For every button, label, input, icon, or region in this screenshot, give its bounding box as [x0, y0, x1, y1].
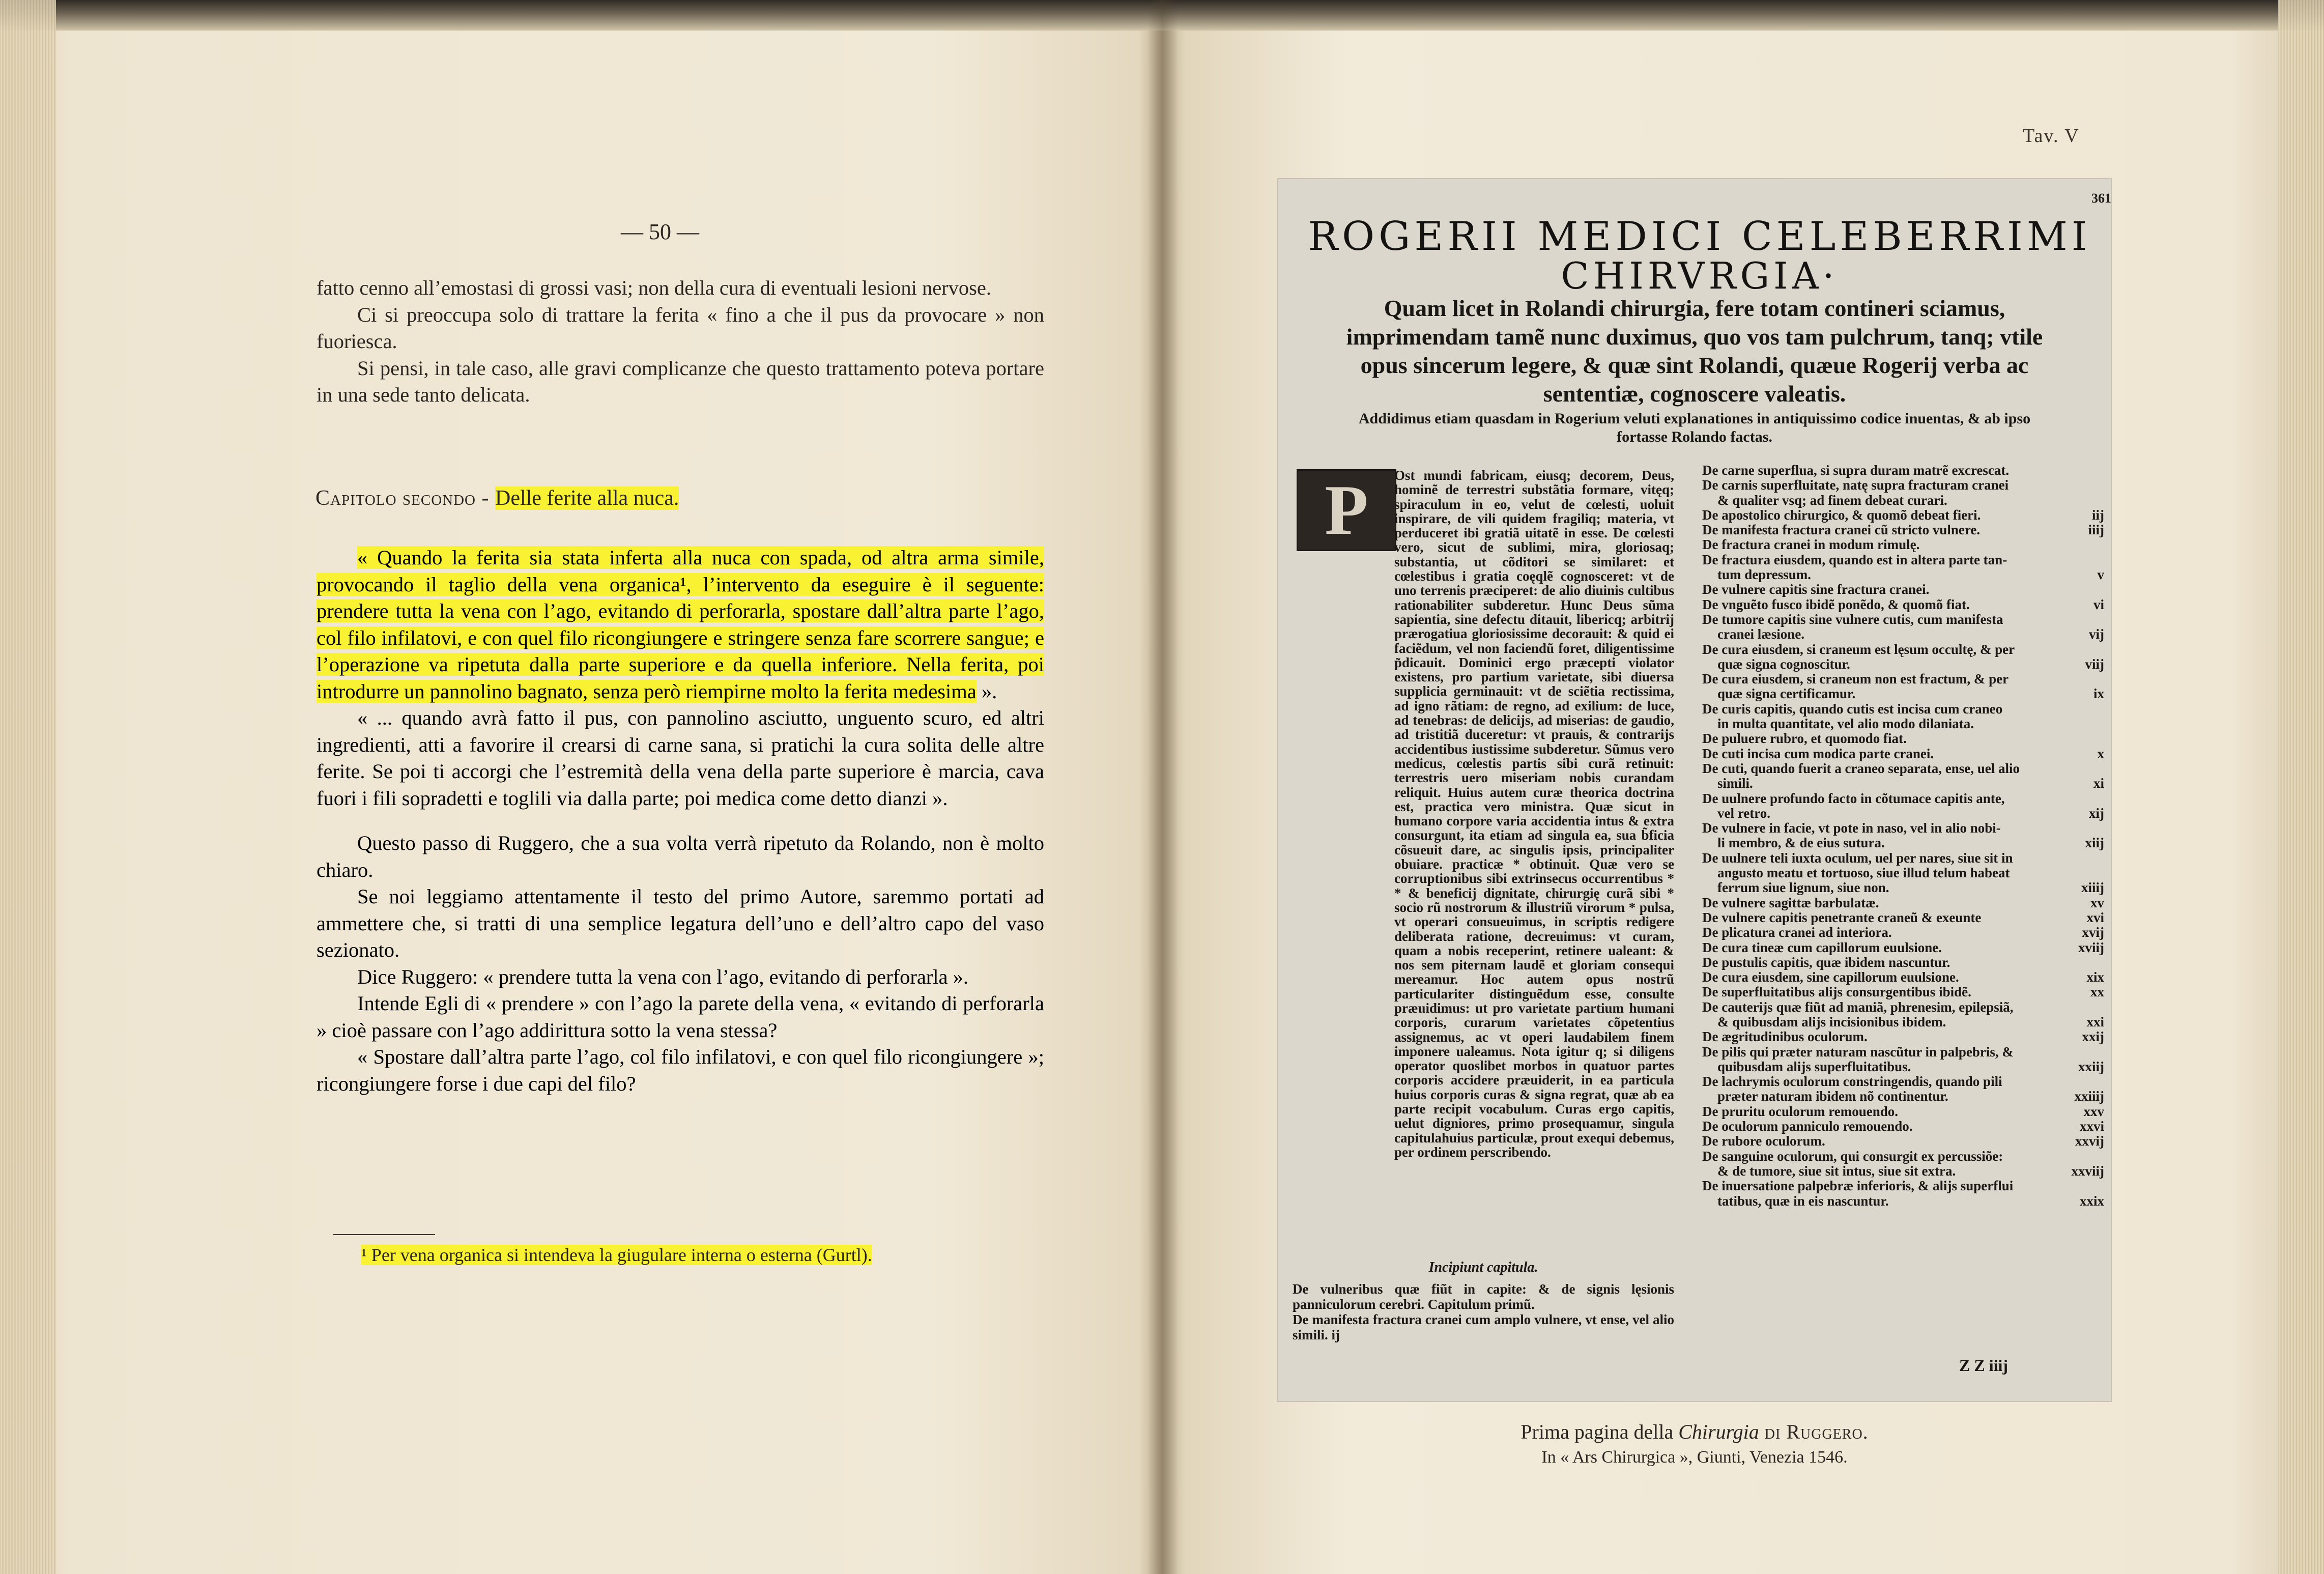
- toc-entry: [1702, 985, 2104, 999]
- toc-entry-number: iiij: [2088, 522, 2104, 538]
- toc-entry: [1702, 1089, 2104, 1104]
- plate-label: Tav. V: [2023, 125, 2080, 147]
- toc-entry-title: De manifesta fractura cranei cũ stricto vulnere.: [1702, 523, 1981, 538]
- body-paragraph: Questo passo di Ruggero, che a sua volta verrà ripetuto da Rolando, non è molto chiaro.: [317, 832, 1044, 881]
- toc-entry: [1702, 761, 2104, 776]
- toc-entry-number: [2099, 537, 2104, 552]
- toc-entry: [1702, 597, 2104, 612]
- footnote: [361, 1244, 872, 1266]
- toc-entry-number: xxviij: [2071, 1163, 2104, 1179]
- toc-entry-title: quæ signa certificamur.: [1717, 686, 1856, 702]
- toc-entry-title: & quibusdam alijs incisionibus ibidem.: [1717, 1014, 1946, 1029]
- plate-title-line2: CHIRVRGIA·: [1561, 254, 1839, 297]
- left-page-intro: [317, 275, 1044, 409]
- incipiunt-item: De vulneribus quæ fiũt in capite: & de signis lęsionis panniculorum cerebri. Capitulum primũ.: [1293, 1281, 1674, 1312]
- chapter-title: Delle ferite alla nuca.: [495, 486, 679, 510]
- toc-entry: [1702, 896, 2104, 910]
- toc-entry-title: De uulnere teli iuxta oculum, uel per nares, siue sit in: [1702, 850, 2013, 866]
- toc-entry-number: vi: [2093, 596, 2104, 612]
- toc-entry: [1702, 821, 2104, 836]
- toc-entry: [1702, 1119, 2104, 1134]
- toc-entry-title: De tumore capitis sine vulnere cutis, cum manifesta: [1702, 612, 2003, 627]
- toc-entry-title: De cuti, quando fuerit a craneo separata, ense, uel alio: [1702, 761, 2020, 776]
- toc-entry-number: [2099, 582, 2104, 597]
- toc-entry-title: De uulnere profundo facto in cõtumace capitis ante,: [1702, 791, 2005, 806]
- plate-caption-source: In « Ars Chirurgica », Giunti, Venezia 1546.: [1541, 1448, 1848, 1467]
- toc-entry-title: De curis capitis, quando cutis est incisa cum craneo: [1702, 701, 2003, 717]
- quote-end: ».: [976, 679, 997, 703]
- toc-entry-number: x: [2097, 746, 2104, 761]
- toc-entry-number: [2099, 1179, 2104, 1193]
- toc-entry-title: De plicatura cranei ad interiora.: [1702, 925, 1892, 940]
- toc-entry: [1702, 791, 2104, 806]
- quote-continued: « ... quando avrà fatto il pus, con pannolino asciutto, unguento scuro, ed altri ingredienti, atti a favorire il crearsi di carne sana, si pratichi la cura solita delle altre ferite. Se poi ti accorgi che l’estremità della vena della parte superiore è marcia, cava fuori i fili sopradetti e toglili via dalla parte; poi medica come detto dianzi ».: [317, 706, 1044, 810]
- plate-left-column: [1293, 468, 1674, 1159]
- highlighted-quote: [317, 545, 1044, 705]
- toc-entry-number: [2099, 493, 2104, 508]
- toc-entry-number: [2099, 1045, 2104, 1060]
- plate-title-line1: ROGERII MEDICI CELEBERRIMI: [1308, 214, 2091, 260]
- toc-entry-number: xxix: [2079, 1193, 2104, 1209]
- toc-entry-number: xvij: [2082, 925, 2104, 940]
- toc-entry-title: De apostolico chirurgico, & quomõ debeat fieri.: [1702, 507, 1981, 523]
- toc-entry-title: De cura eiusdem, si craneum est lęsum occultę, & per: [1702, 642, 2015, 657]
- toc-entry-number: xxvij: [2075, 1133, 2104, 1149]
- toc-entry: [1702, 1045, 2104, 1060]
- toc-entry-number: xiij: [2085, 835, 2104, 851]
- toc-entry-number: xv: [2090, 895, 2104, 910]
- chapter-heading: [315, 486, 679, 510]
- toc-entry: [1702, 582, 2104, 597]
- toc-entry-number: xiiij: [2081, 880, 2104, 896]
- toc-entry: [1702, 1015, 2104, 1029]
- toc-entry: [1702, 1104, 2104, 1119]
- toc-entry-title: De inuersatione palpebræ inferioris, & alijs superflui: [1702, 1179, 2014, 1194]
- toc-entry-number: [2099, 851, 2104, 866]
- plate-toc-column: [1702, 463, 2104, 1209]
- toc-entry-number: xix: [2086, 969, 2104, 985]
- plate-page-number: 361: [2091, 191, 2111, 206]
- toc-entry-title: ferrum siue lignum, siue non.: [1717, 880, 1889, 896]
- toc-entry-number: xij: [2089, 805, 2104, 821]
- toc-entry: [1702, 1164, 2104, 1179]
- toc-entry: [1702, 1179, 2104, 1193]
- toc-entry-number: xx: [2090, 984, 2104, 1000]
- toc-entry-number: [2099, 821, 2104, 836]
- toc-entry-number: [2099, 955, 2104, 970]
- toc-entry: [1702, 657, 2104, 672]
- toc-entry-title: vel retro.: [1717, 806, 1770, 821]
- toc-entry-number: xi: [2093, 776, 2104, 791]
- page-number: — 50 —: [621, 219, 699, 244]
- toc-entry-number: v: [2097, 567, 2104, 583]
- intro-paragraph: Ci si preoccupa solo di trattare la ferita « fino a che il pus da provocare » non fuoriesca.: [317, 303, 1044, 353]
- toc-entry-title: quæ signa cognoscitur.: [1717, 656, 1850, 672]
- toc-entry-title: De ægritudinibus oculorum.: [1702, 1029, 1868, 1045]
- footnote-text: ¹ Per vena organica si intendeva la giugulare interna o esterna (Gurtl).: [361, 1245, 872, 1265]
- toc-entry-number: [2099, 1149, 2104, 1164]
- toc-entry: [1702, 1149, 2104, 1164]
- footnote-rule: [333, 1234, 435, 1235]
- right-page-edges: [2278, 0, 2324, 1574]
- toc-entry-title: in multa quantitate, vel alio modo dilaniata.: [1717, 717, 1974, 732]
- toc-entry-title: De pilis qui præter naturam nascũtur in palpebris, &: [1702, 1044, 2014, 1060]
- toc-entry: [1702, 463, 2104, 478]
- toc-entry-title: De pustulis capitis, quæ ibidem nascuntur.: [1702, 955, 1950, 970]
- toc-entry-number: ix: [2093, 686, 2104, 702]
- toc-entry-title: De vulnere capitis sine fractura cranei.: [1702, 582, 1930, 597]
- chapter-label: Capitolo secondo -: [315, 486, 495, 510]
- toc-entry-number: [2099, 791, 2104, 806]
- toc-entry-number: [2099, 761, 2104, 776]
- signature-mark: Z Z iiij: [1959, 1356, 2009, 1375]
- toc-entry-title: tum depressum.: [1717, 567, 1812, 583]
- toc-entry: [1702, 478, 2104, 493]
- toc-entry: [1702, 747, 2104, 761]
- toc-entry-title: angusto meatu et tortuoso, siue illud telum habeat: [1717, 866, 2010, 881]
- plate-subtitle-2: Addidimus etiam quasdam in Rogerium veluti explanationes in antiquissimo codice inuentas, & ab ipso fortasse Rolando factas.: [1358, 410, 2031, 445]
- incipiunt-heading: Incipiunt capitula.: [1428, 1260, 1538, 1275]
- toc-entry-title: De vulnere in facie, vt pote in naso, vel in alio nobi-: [1702, 821, 2001, 836]
- toc-entry-number: vij: [2089, 626, 2104, 642]
- toc-entry: [1702, 553, 2104, 567]
- toc-entry: [1702, 523, 2104, 537]
- toc-entry: [1702, 1029, 2104, 1044]
- toc-entry: [1702, 537, 2104, 552]
- toc-entry-title: De carnis superfluitate, natę supra fracturam cranei: [1702, 478, 2009, 493]
- incipiunt-list: [1293, 1281, 1674, 1342]
- toc-entry: [1702, 806, 2104, 821]
- toc-entry-title: De cura eiusdem, sine capillorum euulsione.: [1702, 970, 1959, 985]
- plate-left-column-text: Ost mundi fabricam, eiusq; decorem, Deus, hominẽ de terrestri substãtia formare, vitęq; spiraculum in eo, velut de cœlesti, uoluit inspirare, de vili quidem fragiliq; materia, vt perduceret ibi gratiã uitatẽ in esse. De cœlesti vero, sicut de sublimi, mira, gloriosaq; substantia, ut cõditori se similaret: et cœlestibus i gratia coęqlẽ cognosceret: vt de uno terrenis præciperet: de alio diuinis cultibus rationabiliter subderetur. Hunc Deus sũma sapientia, sine defectu ditauit, libericq; arbitrij prærogatiua gloriosissime decorauit: & quid ei faciẽdum, vel non faciendũ foret, diligentissime p̃dicauit. Dominici ergo præcepti violator existens, pro partium varietate, sibi diuersa supplicia germinauit: vt de sciẽtia rectissima, ad igno rãtiam: de regno, ad exilium: de luce, ad tenebras: de delicijs, ad miserias: de gaudio, ad tristitiã duceretur: vt prauis, & contrarijs accidentibus iustissime subderetur. Sũmus vero medicus, cœlestis partis sibi curã retinuit: terrestris uero miseriam nobis curandam reliquit. Huius autem curæ theorica doctrina est, practica vero ministra. Quæ sicut in humano corpore varia accidentia intus & extra consurgunt, ita etiam ad singula ea, sua b̃ficia cõsueuit dare, ac singulis ipsis, principaliter obuiare. practicæ * obtinuit. Quæ vero se corruptionibus sibi extrinsecus occurrentibus * * & beneficij dignitate, chirurgię curã sibi * socio rũ nostrorum & illustriũ virorum * pulsa, vt operari consueuimus, in scriptis redigere deliberata ratione, decreuimus: vt curam, quam a nobis receperint, retinere ualeant: & nos sem piternam laudẽ et gloriam consequi mereamur. Hoc autem opus nostrũ particulariter distinguẽdum esse, consulte præuidimus: ut pro varietate partium humani corporis, curarum varietates cõpetentius assignemus, ac vt operi laudabilem finem imponere ualeamus. Nota igitur q; si diligens operator quoslibet morbos in quatuor partes corporis accidere præuiderit, in ea particula huius corporis curas & signa regrat, quæ ab ea parte recipit vocabulum. Curas ergo capitis, uelut digniores, primo prosequamur, singula capitulahuius particulæ, prout exequi debemus, per ordinem perscribendo.: [1394, 468, 1674, 1160]
- toc-entry-title: De puluere rubro, et quomodo fiat.: [1702, 731, 1907, 747]
- toc-entry: [1702, 1194, 2104, 1209]
- toc-entry-title: & qualiter vsq; ad finem debeat curari.: [1717, 493, 1947, 508]
- toc-entry-number: [2099, 612, 2104, 627]
- caption-pre: Prima pagina della: [1520, 1420, 1679, 1443]
- toc-entry-number: [2099, 717, 2104, 731]
- toc-entry-title: De pruritu oculorum remouendo.: [1702, 1104, 1898, 1119]
- toc-entry: [1702, 1134, 2104, 1149]
- toc-entry-number: xxi: [2086, 1014, 2104, 1029]
- toc-entry: [1702, 702, 2104, 717]
- toc-entry-title: tatibus, quæ in eis nascuntur.: [1717, 1193, 1889, 1209]
- toc-entry-title: De vulnere sagittæ barbulatæ.: [1702, 895, 1879, 910]
- toc-entry-title: & de tumore, siue sit intus, siue sit extra.: [1717, 1163, 1956, 1179]
- body-paragraph: Se noi leggiamo attentamente il testo del primo Autore, saremmo portati ad ammettere che, si tratti di una semplice legatura dell’uno e dell’altro capo del vaso sezionato.: [317, 885, 1044, 961]
- toc-entry-title: li membro, & de eius sutura.: [1717, 836, 1885, 851]
- toc-entry: [1702, 880, 2104, 895]
- toc-entry-title: De fractura eiusdem, quando est in altera parte tan-: [1702, 552, 2007, 567]
- toc-entry: [1702, 1060, 2104, 1074]
- toc-entry: [1702, 508, 2104, 523]
- toc-entry-number: [2099, 478, 2104, 493]
- toc-entry-title: quibusdam alijs superfluitatibus.: [1717, 1059, 1911, 1074]
- incipiunt-item: De manifesta fractura cranei cum amplo vulnere, vt ense, vel alio simili. ij: [1293, 1312, 1674, 1342]
- toc-entry: [1702, 642, 2104, 657]
- toc-entry-title: De lachrymis oculorum constringendis, quando pili: [1702, 1074, 2002, 1090]
- caption-italic: Chirurgia: [1678, 1420, 1759, 1443]
- toc-entry: [1702, 717, 2104, 731]
- toc-entry-title: De vulnere capitis penetrante craneũ & exeunte: [1702, 910, 1982, 925]
- plate-subtitle: Quam licet in Rolandi chirurgia, fere totam contineri sciamus, imprimendam tamẽ nunc duximus, quo vos tam pulchrum, tanq; vtile opus sincerum legere, & quæ sint Rolandi, quæue Rogerij verba ac sententiæ, cognoscere valeatis.: [1346, 295, 2043, 407]
- toc-entry-number: xxv: [2083, 1103, 2104, 1119]
- body-paragraph: « Spostare dall’altra parte l’ago, col filo infilatovi, e con quel filo ricongiungere »; ricongiungere forse i due capi del filo?: [317, 1045, 1044, 1095]
- book-gutter: [1147, 0, 1178, 1574]
- toc-entry-title: De cauterijs quæ fiũt ad maniã, phrenesim, epilepsiã,: [1702, 999, 2014, 1015]
- toc-entry-title: De carne superflua, si supra duram matrẽ excrescat.: [1702, 463, 2010, 478]
- toc-entry-number: [2099, 1000, 2104, 1015]
- toc-entry-title: De cura eiusdem, si craneum non est fractum, & per: [1702, 672, 2009, 687]
- toc-entry: [1702, 866, 2104, 880]
- toc-entry-number: xxiiij: [2074, 1089, 2104, 1104]
- toc-entry: [1702, 1000, 2104, 1015]
- body-paragraph: Dice Ruggero: « prendere tutta la vena con l’ago, evitando di perforarla ».: [357, 965, 969, 988]
- toc-entry-title: De cura tineæ cum capillorum euulsione.: [1702, 940, 1942, 955]
- quote-block: [317, 545, 1044, 1097]
- toc-entry: [1702, 627, 2104, 642]
- left-page-edges: [0, 0, 56, 1574]
- plate-caption: [1277, 1420, 2112, 1444]
- highlighted-quote-text: « Quando la ferita sia stata inferta alla nuca con spada, od altra arma simile, provocando il taglio della vena organica¹, l’intervento da eseguire è il seguente: prendere tutta la vena con l’ago, evitando di perforarla, spostare dall’altra parte l’ago, col filo infilatovi, e con quel filo ricongiungere e stringere senza fare scorrere sangue; e l’operazione va ripetuta dalla parte superiore e da quella inferiore. Nella ferita, poi introdurre un pannolino bagnato, senza però riempirne molto la ferita medesima: [317, 546, 1044, 703]
- toc-entry: [1702, 686, 2104, 701]
- toc-entry-number: iij: [2092, 507, 2104, 523]
- toc-entry: [1702, 955, 2104, 970]
- toc-entry-title: præter naturam ibidem nõ continentur.: [1717, 1089, 1948, 1104]
- toc-entry-number: xviij: [2078, 939, 2104, 955]
- toc-entry-title: De oculorum panniculo remouendo.: [1702, 1119, 1913, 1134]
- toc-entry-title: De cuti incisa cum modica parte cranei.: [1702, 746, 1934, 761]
- intro-paragraph: fatto cenno all’emostasi di grossi vasi; non della cura di eventuali lesioni nervose.: [317, 276, 992, 299]
- toc-entry: [1702, 851, 2104, 866]
- toc-entry: [1702, 910, 2104, 925]
- toc-entry-title: De vnguẽto fusco ibidẽ ponẽdo, & quomõ fiat.: [1702, 597, 1970, 612]
- dropcap-letter: P: [1325, 471, 1368, 550]
- toc-entry-number: [2099, 1074, 2104, 1089]
- toc-entry-number: [2099, 642, 2104, 657]
- toc-entry-number: [2099, 672, 2104, 686]
- toc-entry: [1702, 493, 2104, 508]
- toc-entry-number: [2099, 866, 2104, 880]
- toc-entry: [1702, 731, 2104, 746]
- toc-entry: [1702, 1074, 2104, 1089]
- toc-entry: [1702, 940, 2104, 955]
- toc-entry: [1702, 672, 2104, 686]
- toc-entry: [1702, 836, 2104, 850]
- toc-entry-number: [2099, 731, 2104, 746]
- toc-entry-title: De sanguine oculorum, qui consurgit ex percussiõe:: [1702, 1149, 2003, 1164]
- toc-entry-number: [2099, 702, 2104, 717]
- toc-entry-number: xvi: [2086, 909, 2104, 925]
- toc-entry: [1702, 776, 2104, 791]
- toc-entry-title: cranei læsione.: [1717, 627, 1804, 642]
- toc-entry: [1702, 612, 2104, 627]
- intro-paragraph: Si pensi, in tale caso, alle gravi complicanze che questo trattamento poteva portare in una sede tanto delicata.: [317, 356, 1044, 406]
- toc-entry: [1702, 567, 2104, 582]
- toc-entry: [1702, 925, 2104, 940]
- toc-entry-number: xxiij: [2078, 1058, 2104, 1074]
- toc-entry-title: De superfluitatibus alijs consurgentibus ibidẽ.: [1702, 985, 1971, 1000]
- body-paragraph: Intende Egli di « prendere » con l’ago la parete della vena, « evitando di perforarla » cioè passare con l’ago addirittura sotto la vena stessa?: [317, 992, 1044, 1042]
- toc-entry-title: De rubore oculorum.: [1702, 1134, 1825, 1149]
- caption-post: di Ruggero.: [1759, 1420, 1869, 1443]
- toc-entry: [1702, 970, 2104, 985]
- toc-entry-number: xxvi: [2079, 1119, 2104, 1134]
- toc-entry-number: xxij: [2082, 1029, 2104, 1045]
- toc-entry-title: De fractura cranei in modum rimulę.: [1702, 537, 1920, 553]
- toc-entry-title: simili.: [1717, 776, 1753, 791]
- toc-entry-number: [2099, 553, 2104, 567]
- toc-entry-number: viij: [2085, 656, 2104, 672]
- toc-entry-number: [2099, 463, 2104, 478]
